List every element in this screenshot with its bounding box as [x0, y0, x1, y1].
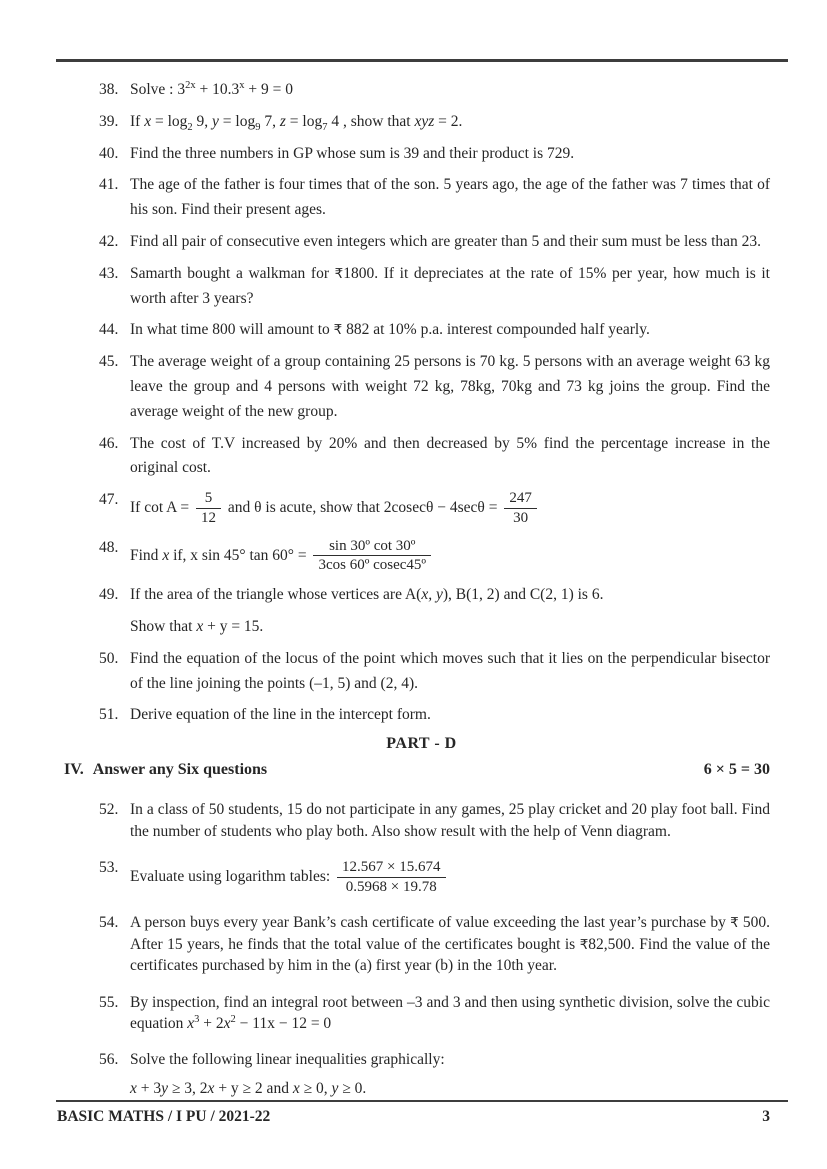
question-paragraph: Solve the following linear inequalities graphically: — [130, 1051, 445, 1069]
question-paragraph: Evaluate using logarithm tables: $\frac{12.567 \times 15.674}{0.5968 \times 19.78}$ — [130, 857, 770, 898]
question-paragraph: Samarth bought a walkman for ₹1800. If it depreciates at the rate of 15% per year, how much is it worth after 3 years? — [130, 264, 770, 307]
question-paragraph: In a class of 50 students, 15 do not participate in any games, 25 play cricket and 20 play foot ball. Find the number of students who play both. Also show result with the help of Venn diagram. — [130, 801, 770, 840]
question-number: 44. — [99, 321, 119, 339]
question-row — [99, 912, 770, 976]
rupee-symbol: ₹ — [579, 936, 589, 953]
question-row — [99, 647, 770, 697]
question-text — [130, 992, 770, 1035]
page-number: 3 — [762, 1108, 770, 1125]
question-text — [130, 350, 770, 424]
question-row — [99, 857, 770, 898]
question-number: 47. — [99, 491, 119, 509]
question-list-part-d — [99, 799, 770, 1099]
question-row — [99, 432, 770, 482]
question-text — [130, 110, 770, 135]
question-number: 43. — [99, 264, 119, 282]
question-row — [99, 1049, 770, 1099]
question-row — [99, 230, 770, 255]
question-paragraph: The cost of T.V increased by 20% and then decreased by 5% find the percentage increase in the original cost. — [130, 434, 770, 477]
question-row — [99, 703, 770, 728]
question-number: 40. — [99, 144, 119, 162]
question-text — [130, 142, 770, 167]
question-text — [130, 173, 770, 223]
question-row — [99, 488, 770, 529]
question-paragraph: Derive equation of the line in the intercept form. — [130, 706, 431, 724]
question-paragraph: Show that x + y = 15. — [130, 617, 264, 635]
question-number: 51. — [99, 706, 119, 724]
question-paragraph: If the area of the triangle whose vertices are A(x, y), B(1, 2) and C(2, 1) is 6. — [130, 586, 604, 604]
rupee-symbol: ₹ — [334, 265, 344, 282]
question-text — [130, 912, 770, 976]
top-rule — [56, 59, 788, 62]
question-text — [130, 432, 770, 482]
question-row — [99, 799, 770, 842]
question-paragraph: x + 3y ≥ 3, 2x + y ≥ 2 and x ≥ 0, y ≥ 0. — [130, 1079, 367, 1097]
section-heading — [64, 761, 770, 779]
question-text — [130, 536, 770, 577]
question-number: 46. — [99, 434, 119, 452]
question-paragraph: Find all pair of consecutive even integers which are greater than 5 and their sum must be less than 23. — [130, 232, 762, 250]
footer-rule — [56, 1100, 788, 1102]
question-row — [99, 350, 770, 424]
question-number: 50. — [99, 649, 119, 667]
page-footer — [57, 1108, 770, 1126]
question-number: 45. — [99, 353, 119, 371]
question-number: 42. — [99, 232, 119, 250]
fraction: $\frac{12.567 \times 15.674}{0.5968 \times 19.78}$ — [337, 858, 445, 897]
question-paragraph: Find the three numbers in GP whose sum is 39 and their product is 729. — [130, 144, 575, 162]
question-number: 48. — [99, 538, 119, 556]
section-marks: 6 × 5 = 30 — [703, 761, 770, 779]
question-paragraph: Solve : $3^{2x} + 10.3^x + 9 = 0$ — [130, 79, 293, 98]
fraction: $\frac{5}{12}$ — [196, 489, 221, 528]
question-text — [130, 488, 770, 529]
page-content — [0, 78, 827, 1114]
question-number: 54. — [99, 914, 119, 932]
question-text — [130, 1049, 770, 1099]
fraction: $\frac{\text{sin 30º cot 30º}}{\text{3cos 60º cosec45º}}$ — [313, 537, 431, 576]
part-d-title: PART - D — [386, 735, 457, 753]
question-text — [130, 583, 770, 640]
section-roman-numeral: IV. — [64, 761, 84, 779]
question-paragraph: The average weight of a group containing 25 persons is 70 kg. 5 persons with an average weight 63 kg leave the group and 4 persons with weight 72 kg, 78kg, 70kg and 73 kg joins the group. Find the average weight of the new group. — [130, 353, 770, 420]
question-number: 55. — [99, 993, 119, 1011]
question-paragraph: Find x if, x sin 45° tan 60° = $\frac{\text{sin 30º cot 30º}}{\text{3cos 60º cosec45º}}$ — [130, 536, 770, 577]
question-row — [99, 110, 770, 135]
question-row — [99, 583, 770, 640]
question-number: 53. — [99, 858, 119, 876]
question-row — [99, 142, 770, 167]
question-number: 41. — [99, 176, 119, 194]
question-row — [99, 173, 770, 223]
question-text — [130, 799, 770, 842]
rupee-symbol: ₹ — [333, 322, 343, 339]
question-text — [130, 262, 770, 312]
question-number: 38. — [99, 81, 119, 98]
question-text — [130, 647, 770, 697]
question-paragraph: If $x = \log_2 9$, $y = \log_9 7$, $z = \log_7 4$ , show that xyz = 2. — [130, 112, 463, 133]
question-row — [99, 992, 770, 1035]
question-text — [130, 703, 770, 728]
question-paragraph: A person buys every year Bank’s cash certificate of value exceeding the last year’s purchase by ₹ 500. After 15 years, he finds that the total value of the certificates bought is ₹82,500. Find the value of the certificates purchased by him in the (a) first year (b) in the 10th year. — [130, 914, 771, 975]
question-paragraph: If cot A = $\frac{5}{12}$ and θ is acute, show that 2cosecθ − 4secθ = $\frac{247}{30}$ — [130, 488, 770, 529]
question-row — [99, 78, 770, 103]
section-instruction-label: Answer any Six questions — [92, 761, 268, 779]
question-text — [130, 857, 770, 898]
question-number: 56. — [99, 1051, 119, 1069]
fraction: $\frac{247}{30}$ — [504, 489, 537, 528]
question-text — [130, 318, 770, 343]
question-row — [99, 318, 770, 343]
question-paragraph: By inspection, find an integral root between –3 and 3 and then using synthetic division, solve the cubic equation $x^3 + 2x^2 - 11x - 12 = 0$ — [130, 993, 770, 1032]
question-number: 39. — [99, 112, 119, 130]
question-row — [99, 536, 770, 577]
question-number: 52. — [99, 801, 119, 819]
question-list-part-c — [99, 78, 770, 728]
rupee-symbol: ₹ — [730, 915, 739, 932]
question-paragraph: Find the equation of the locus of the point which moves such that it lies on the perpendicular bisector of the line joining the points (–1, 5) and (2, 4). — [130, 649, 770, 692]
footer-title: BASIC MATHS / I PU / 2021-22 — [57, 1108, 271, 1125]
question-paragraph: In what time 800 will amount to ₹ 882 at 10% p.a. interest compounded half yearly. — [130, 321, 650, 339]
question-paragraph: The age of the father is four times that of the son. 5 years ago, the age of the father was 7 times that of his son. Find their present ages. — [130, 176, 770, 219]
question-text — [130, 78, 770, 103]
question-number: 49. — [99, 586, 119, 604]
question-row — [99, 262, 770, 312]
question-text — [130, 230, 770, 255]
section-instruction — [64, 761, 267, 779]
